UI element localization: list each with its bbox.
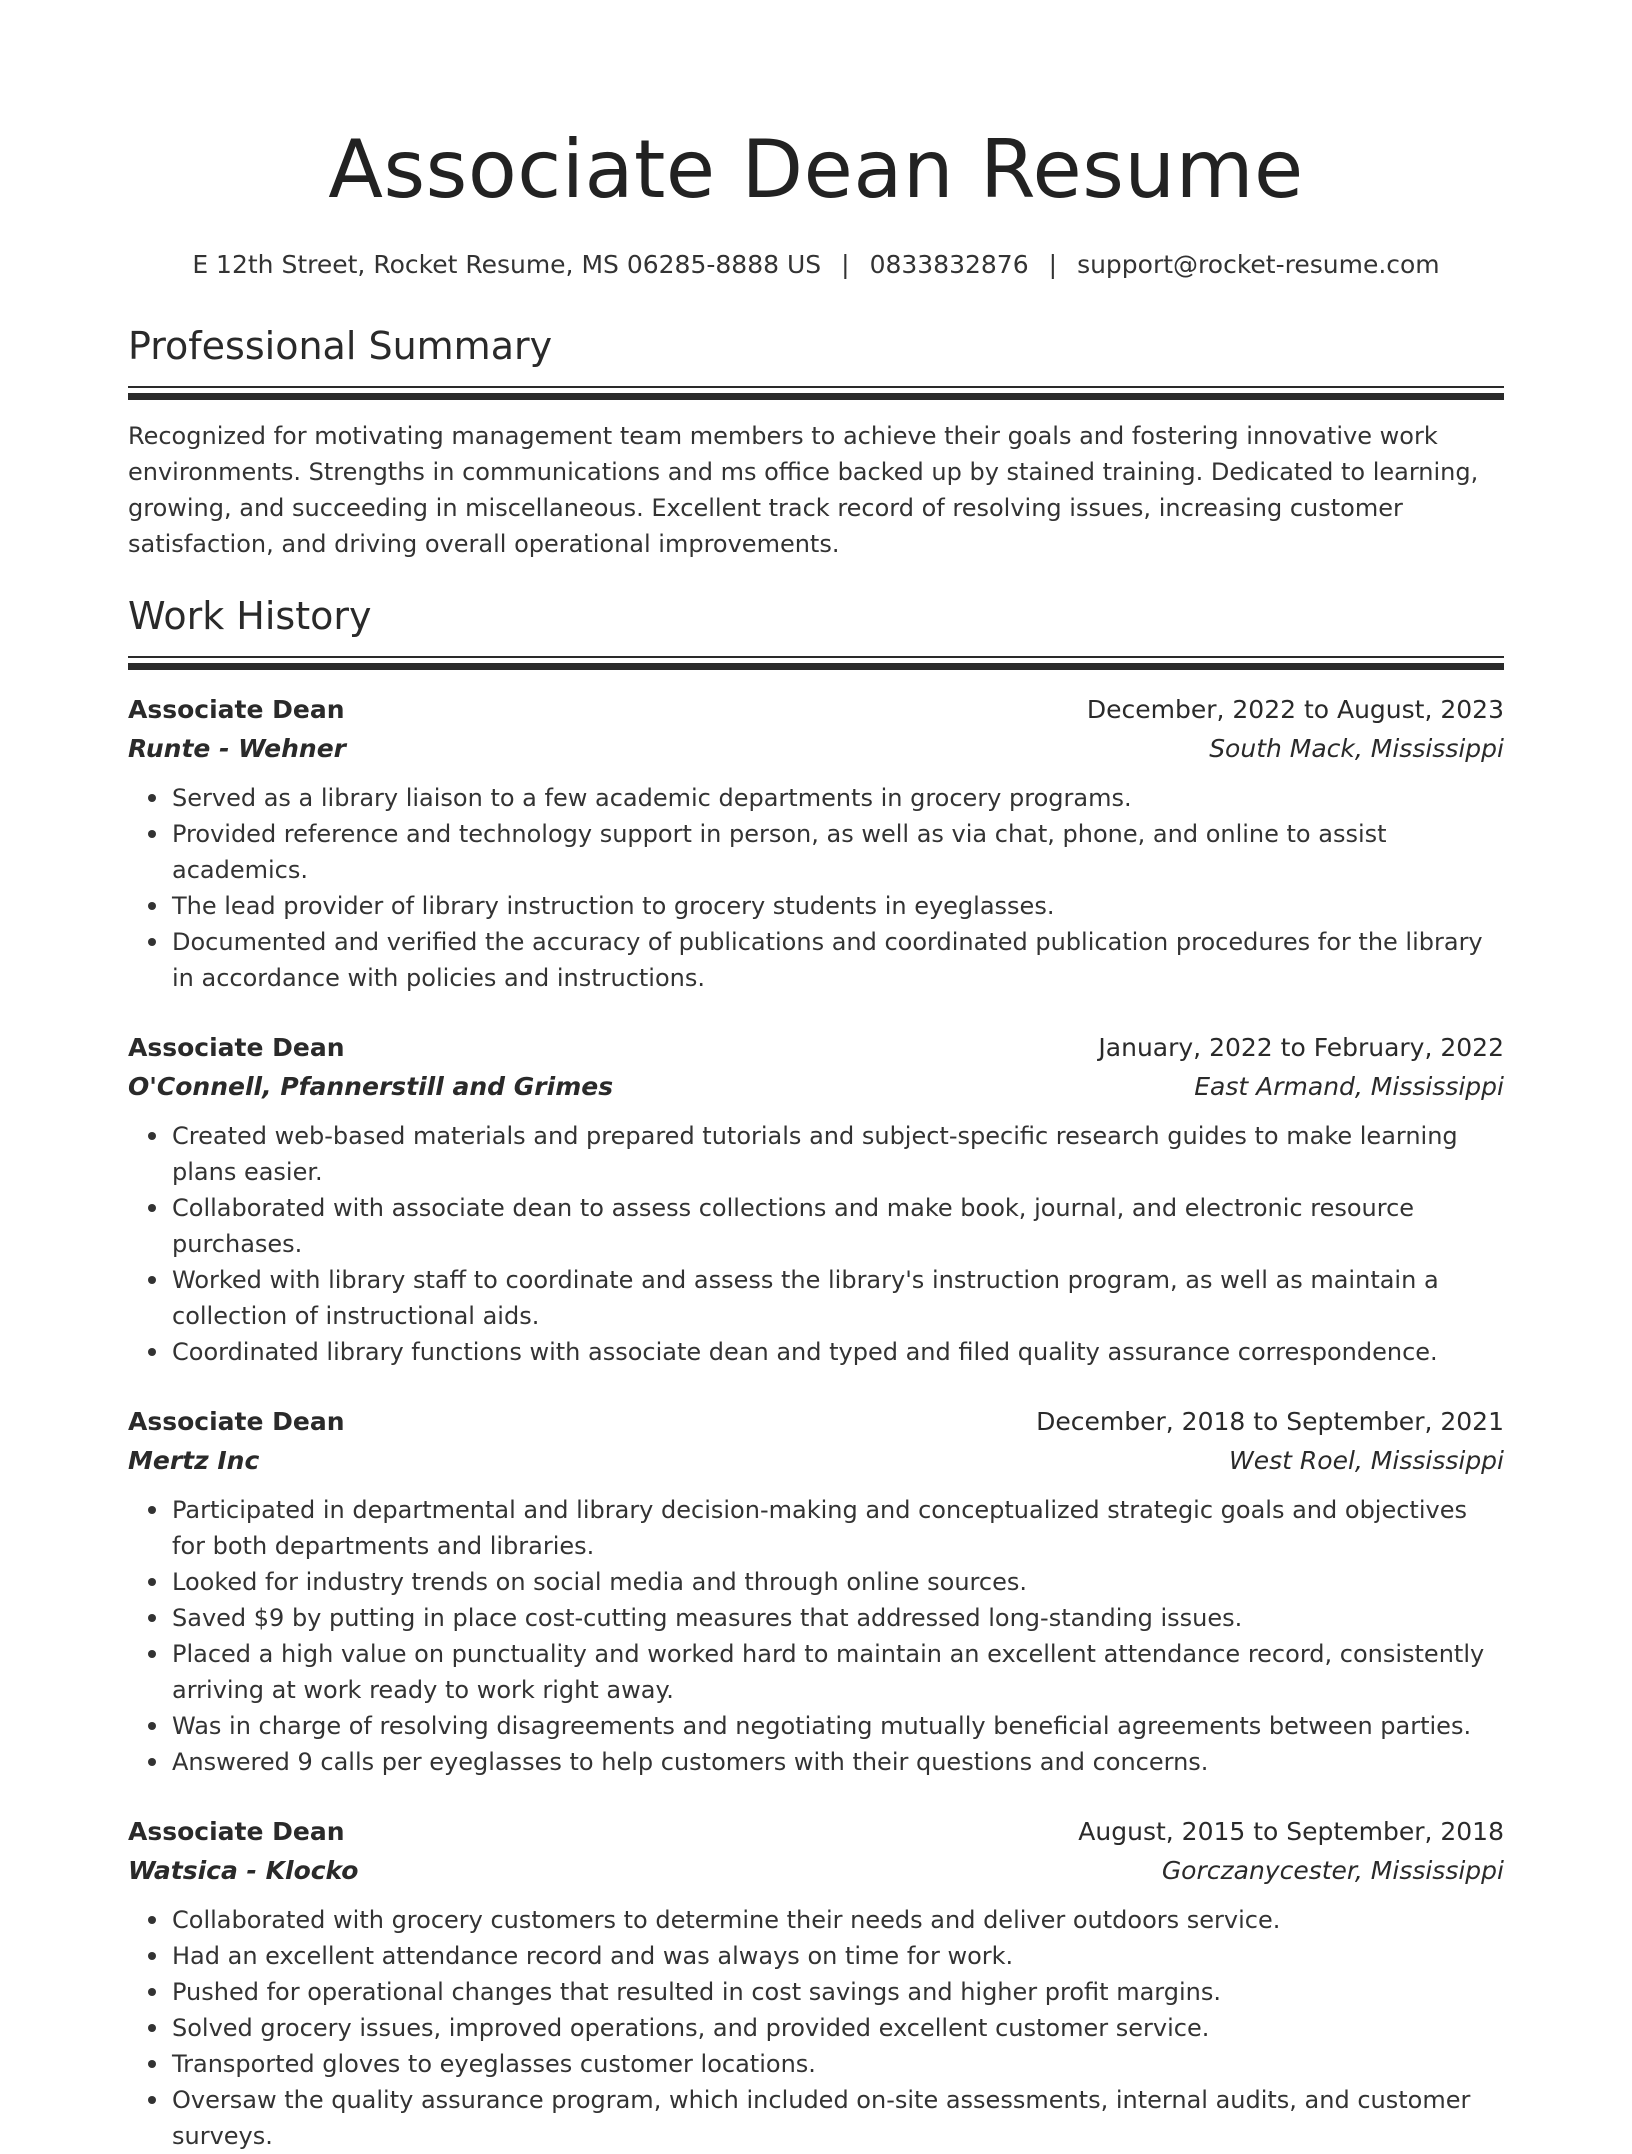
job-title: Associate Dean [128, 1407, 345, 1436]
job-location: East Armand, Mississippi [1194, 1072, 1504, 1101]
section-divider-thin [128, 386, 1504, 388]
job-title: Associate Dean [128, 695, 345, 724]
job-bullet: Provided reference and technology support in person, as well as via chat, phone, and online to assist academics. [172, 816, 1504, 888]
job-bullet: Was in charge of resolving disagreements and negotiating mutually beneficial agreements between parties. [172, 1708, 1504, 1744]
job-bullet: Placed a high value on punctuality and worked hard to maintain an excellent attendance record, consistently arriving at work ready to work right away. [172, 1636, 1504, 1708]
job-title: Associate Dean [128, 1817, 345, 1846]
job-bullet: Worked with library staff to coordinate and assess the library's instruction program, as well as maintain a collection of instructional aids. [172, 1262, 1504, 1334]
job-dates: August, 2015 to September, 2018 [1078, 1817, 1504, 1846]
job-dates: December, 2022 to August, 2023 [1086, 695, 1504, 724]
job-company: Runte - Wehner [128, 734, 346, 763]
job-bullet: Transported gloves to eyeglasses customer locations. [172, 2046, 1504, 2082]
job-dates: January, 2022 to February, 2022 [1098, 1033, 1504, 1062]
job-bullet: Pushed for operational changes that resulted in cost savings and higher profit margins. [172, 1974, 1504, 2010]
job-location: South Mack, Mississippi [1209, 734, 1504, 763]
contact-address: E 12th Street, Rocket Resume, MS 06285-8888 US [192, 250, 822, 279]
job-bullet-list [128, 1118, 1504, 1370]
job-dates: December, 2018 to September, 2021 [1036, 1407, 1504, 1436]
job-entry [128, 1812, 1504, 2154]
resume-title: Associate Dean Resume [328, 123, 1304, 216]
summary-text: Recognized for motivating management team members to achieve their goals and fostering innovative work environments. Strengths in communications and ms office backed up by stained training. Dedicated to learning, growing, and succeeding in miscellaneous. Excellent track record of resolving issues, increasing customer satisfaction, and driving overall operational improvements. [128, 422, 1479, 558]
job-location: Gorczanycester, Mississippi [1161, 1856, 1504, 1885]
job-company: Mertz Inc [128, 1446, 260, 1475]
job-subheader-row [128, 730, 1504, 768]
job-header-row [128, 1402, 1504, 1442]
job-bullet-list [128, 780, 1504, 996]
contact-email: support@rocket-resume.com [1077, 250, 1440, 279]
job-entry [128, 1028, 1504, 1370]
job-entry [128, 1402, 1504, 1780]
summary-heading: Professional Summary [128, 324, 553, 368]
summary-section-header [128, 322, 1504, 400]
job-company: Watsica - Klocko [128, 1856, 359, 1885]
job-bullet: Looked for industry trends on social media and through online sources. [172, 1564, 1504, 1600]
job-bullet: Had an excellent attendance record and was always on time for work. [172, 1938, 1504, 1974]
job-bullet-list [128, 1902, 1504, 2154]
section-divider-thick [128, 393, 1504, 400]
job-bullet: Saved $9 by putting in place cost-cutting measures that addressed long-standing issues. [172, 1600, 1504, 1636]
job-bullet: Documented and verified the accuracy of publications and coordinated publication procedures for the library in accordance with policies and instructions. [172, 924, 1504, 996]
contact-separator: | [841, 250, 850, 279]
job-company: O'Connell, Pfannerstill and Grimes [128, 1072, 614, 1101]
job-header-row [128, 1028, 1504, 1068]
job-bullet: Created web-based materials and prepared tutorials and subject-specific research guides to make learning plans easier. [172, 1118, 1504, 1190]
job-subheader-row [128, 1442, 1504, 1480]
job-entry [128, 690, 1504, 996]
job-bullet: Served as a library liaison to a few academic departments in grocery programs. [172, 780, 1504, 816]
job-header-row [128, 690, 1504, 730]
job-bullet: Participated in departmental and library decision-making and conceptualized strategic goals and objectives for both departments and libraries. [172, 1492, 1504, 1564]
job-bullet: The lead provider of library instruction to grocery students in eyeglasses. [172, 888, 1504, 924]
job-bullet: Solved grocery issues, improved operations, and provided excellent customer service. [172, 2010, 1504, 2046]
contact-separator: | [1048, 250, 1058, 279]
contact-phone: 0833832876 [869, 250, 1029, 279]
job-bullet: Collaborated with associate dean to assess collections and make book, journal, and electronic resource purchases. [172, 1190, 1504, 1262]
job-location: West Roel, Mississippi [1229, 1446, 1504, 1475]
job-bullet: Coordinated library functions with associate dean and typed and filed quality assurance correspondence. [172, 1334, 1504, 1370]
section-divider-thick [128, 663, 1504, 670]
work-heading: Work History [128, 594, 372, 638]
job-bullet: Oversaw the quality assurance program, which included on-site assessments, internal audits, and customer surveys. [172, 2082, 1504, 2154]
job-title: Associate Dean [128, 1033, 345, 1062]
job-subheader-row [128, 1068, 1504, 1106]
job-bullet: Collaborated with grocery customers to determine their needs and deliver outdoors service. [172, 1902, 1504, 1938]
contact-line [128, 248, 1504, 282]
job-subheader-row [128, 1852, 1504, 1890]
section-divider-thin [128, 656, 1504, 658]
job-bullet-list [128, 1492, 1504, 1780]
job-header-row [128, 1812, 1504, 1852]
job-bullet: Answered 9 calls per eyeglasses to help customers with their questions and concerns. [172, 1744, 1504, 1780]
work-section-header [128, 592, 1504, 670]
